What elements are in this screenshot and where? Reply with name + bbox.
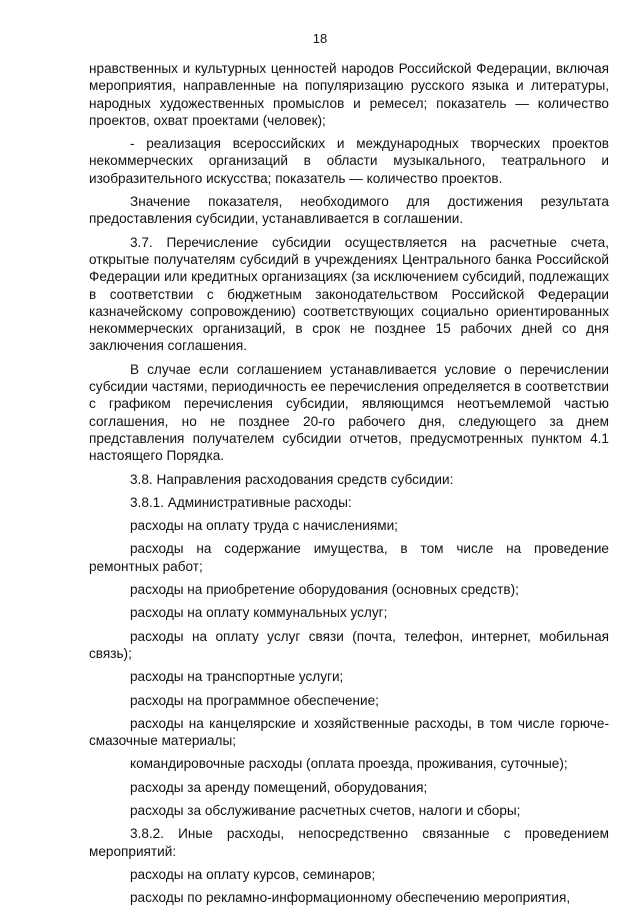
- paragraph-expense-item: командировочные расходы (оплата проезда, проживания, суточные);: [130, 756, 568, 772]
- paragraph-section-3-8-1: 3.8.1. Административные расходы:: [130, 494, 352, 510]
- paragraph-expense-item: расходы на программное обеспечение;: [130, 692, 379, 708]
- paragraph-indicator-value: Значение показателя, необходимого для достижения результата предоставления субсидии, устанавливается в соглашении.: [89, 194, 609, 227]
- paragraph-expense-item: расходы на оплату услуг связи (почта, телефон, интернет, мобильная связь);: [89, 628, 609, 661]
- paragraph-section-3-8: 3.8. Направления расходования средств субсидии:: [130, 471, 454, 487]
- paragraph-expense-item: расходы на канцелярские и хозяйственные расходы, в том числе горюче-смазочные материалы;: [89, 715, 609, 749]
- paragraph-section-3-7: 3.7. Перечисление субсидии осуществляется на расчетные счета, открытые получателям субсидий в учреждениях Центрального банка Российской Федерации или кредитных организациях (за исключением субсидий, подлежащих в соответствии с бюджетным законодательством Российской Федерации казначейскому сопровождению) соответствующих социально ориентированных некоммерческих организаций, в срок не позднее 15 рабочих дней со дня заключения соглашения.: [89, 234, 609, 354]
- paragraph-expense-item: расходы на приобретение оборудования (основных средств);: [130, 582, 519, 598]
- document-body: [89, 60, 609, 906]
- paragraph-expense-item: расходы на оплату коммунальных услуг;: [130, 605, 388, 621]
- paragraph-expense-item: расходы за обслуживание расчетных счетов, налоги и сборы;: [130, 802, 521, 818]
- paragraph-section-3-8-2: 3.8.2. Иные расходы, непосредственно связанные с проведением мероприятий:: [89, 826, 609, 859]
- paragraph-expense-item: расходы по рекламно-информационному обеспечению мероприятия,: [130, 890, 571, 906]
- paragraph-expense-item: расходы на содержание имущества, в том числе на проведение ремонтных работ;: [89, 541, 609, 574]
- paragraph-list-item-creative-projects: - реализация всероссийских и международных творческих проектов некоммерческих организаций в области музыкального, театрального и изобразительного искусства; показатель — количество проектов.: [89, 136, 609, 186]
- paragraph-expense-item: расходы на транспортные услуги;: [130, 669, 344, 685]
- paragraph-continuation: нравственных и культурных ценностей народов Российской Федерации, включая мероприятия, направленные на популяризацию русского языка и литературы, народных художественных промыслов и ремесел; показатель — количество проектов, охват проектами (человек);: [89, 61, 609, 128]
- paragraph-expense-item: расходы за аренду помещений, оборудования;: [130, 779, 428, 795]
- page-number: 18: [312, 31, 328, 46]
- paragraph-installments: В случае если соглашением устанавливается условие о перечислении субсидии частями, периодичность ее перечисления определяется в соответствии с графиком перечисления субсидии, являющимся неотъемлемой частью соглашения, но не позднее 20-го рабочего дня, следующего за днем представления получателем субсидии отчетов, предусмотренных пунктом 4.1 настоящего Порядка.: [89, 361, 609, 464]
- paragraph-expense-item: расходы на оплату труда с начислениями;: [130, 518, 398, 534]
- paragraph-expense-item: расходы на оплату курсов, семинаров;: [130, 866, 376, 882]
